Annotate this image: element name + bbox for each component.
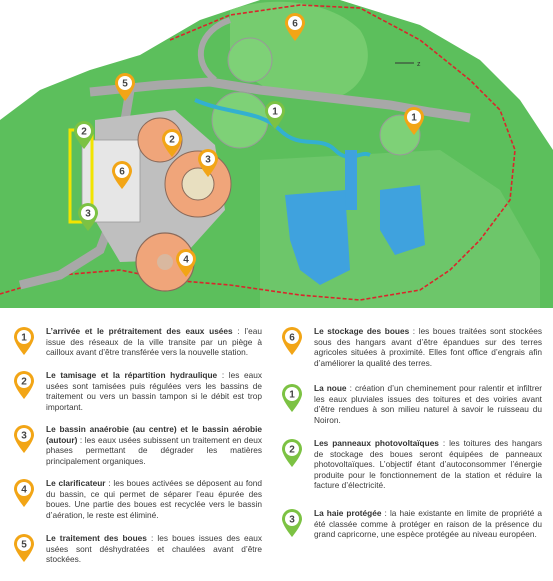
legend-text: : les eaux usées sont tamisées puis régulées vers les bassins de traitement ou vers un bassin tampon si le débit est trop important. (46, 370, 262, 412)
orange-marker-icon (12, 370, 36, 400)
marker-number: 4 (21, 484, 27, 496)
marker-number: 1 (289, 389, 295, 401)
legend-text: : création d’un cheminement pour ralentir et infiltrer les eaux pluviales issues des toitures et des voiries avant d’être rendues à son milieu naturel à savoir le ruisseau du Noiron. (314, 383, 542, 425)
legend-title: Les panneaux photovoltaïques (314, 438, 439, 448)
legend-text: : l’eau issue des réseaux de la ville transite par un piège à cailloux avant d’être transférée vers la nouvelle station. (46, 326, 262, 358)
marker-number: 6 (292, 18, 298, 30)
legend-title: Le tamisage et la répartition hydraulique (46, 370, 218, 380)
legend-text: : les eaux usées subissent un traitement en deux phases permettant de dégrader les matières principalement organiques. (46, 434, 262, 466)
marker-number: 4 (183, 254, 189, 266)
orange-marker-icon (280, 326, 304, 356)
marker-number: 1 (411, 112, 417, 124)
orange-marker-icon (12, 424, 36, 454)
legend-text: : les boues activées se déposent au fond du bassin, ce qui permet de séparer l’eau épurée des boues. Une partie des boues est recyclée vers le bassin d’aération, le reste est éliminé. (46, 478, 262, 520)
clarifier-center (157, 254, 173, 270)
green-marker-icon (280, 383, 304, 413)
legend-title: La haie protégée (314, 508, 382, 518)
green-marker-icon (280, 508, 304, 538)
legend-text: : les boues issues des eaux usées sont déshydratées et chaulées avant d’être stockées. (46, 533, 262, 565)
orange-marker-icon (12, 478, 36, 508)
marker-number: 2 (21, 376, 27, 388)
legend-title: Le traitement des boues (46, 533, 147, 543)
marker-number: 3 (85, 208, 91, 220)
legend-title: Le stockage des boues (314, 326, 410, 336)
legend-title: Le bassin anaérobie (au centre) et le bassin aérobie (autour) (46, 424, 262, 445)
marker-number: 3 (21, 430, 27, 442)
legend-text: : la haie existante en limite de propriété a été classée comme à protéger en raison de la présence du grand capricorne, une espèce protégée au niveau européen. (314, 508, 542, 540)
marker-number: 3 (289, 514, 295, 526)
marker-number: 2 (169, 134, 175, 146)
marker-number: 1 (272, 106, 278, 118)
old-basin-2 (212, 92, 268, 148)
legend (0, 318, 553, 581)
legend-text: : les toitures des hangars de stockage des boues seront équipées de panneaux photovoltaïques. L’objectif étant d’autoconsommer l’énergie produite pour le fonctionnement de la station et réduire la facture d’électricité. (314, 438, 542, 491)
north-label: z (417, 61, 421, 68)
stream-channel (345, 150, 357, 210)
marker-number: 1 (21, 332, 27, 344)
marker-number: 2 (289, 444, 295, 456)
legend-title: L’arrivée et le prétraitement des eaux usées (46, 326, 233, 336)
marker-number: 5 (122, 78, 128, 90)
orange-marker-icon (12, 326, 36, 356)
marker-number: 6 (289, 332, 295, 344)
orange-marker-icon (12, 533, 36, 563)
marker-number: 5 (21, 539, 27, 551)
green-marker-icon (280, 438, 304, 468)
marker-number: 6 (119, 166, 125, 178)
legend-text: : les boues traitées sont stockées sous des hangars avant d’être épandues sur des terres agricoles situées à proximité. Elles font office d’engrais afin d’améliorer la qualité des terres. (314, 326, 542, 368)
marker-number: 3 (205, 154, 211, 166)
old-basin-1 (228, 38, 272, 82)
marker-number: 2 (81, 126, 87, 138)
legend-title: La noue (314, 383, 347, 393)
legend-title: Le clarificateur (46, 478, 106, 488)
